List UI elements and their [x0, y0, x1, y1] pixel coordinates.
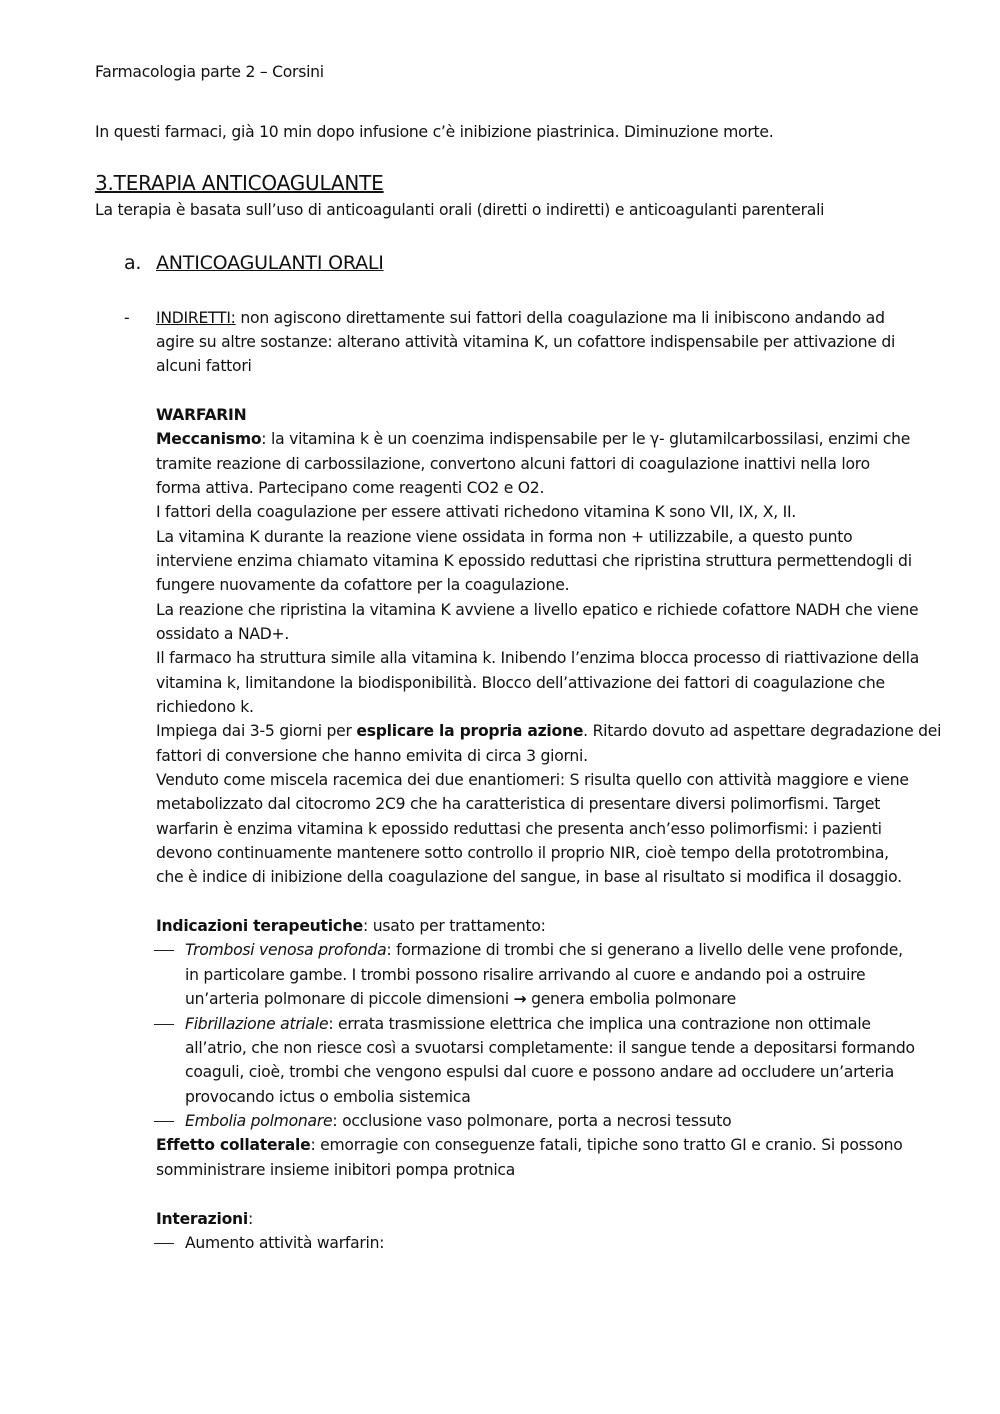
indications-label: Indicazioni terapeutiche [156, 917, 363, 935]
mechanism-line: interviene enzima chiamato vitamina K epossido reduttasi che ripristina struttura permettendogli di [156, 552, 912, 570]
side-effect-line-1 [156, 1133, 903, 1157]
mechanism-line: La reazione che ripristina la vitamina K avviene a livello epatico e richiede cofattore NADH che viene [156, 601, 919, 619]
mechanism-line: I fattori della coagulazione per essere attivati richedono vitamina K sono VII, IX, X, II. [156, 503, 797, 521]
tvp-line-3 [185, 987, 736, 1011]
fa-term: Fibrillazione atriale [185, 1015, 329, 1033]
mechanism-line: fattori di conversione che hanno emivita di circa 3 giorni. [156, 747, 588, 765]
tvp-text: : formazione di trombi che si generano a livello delle vene profonde, [386, 941, 903, 959]
action-pre: Impiega dai 3-5 giorni per [156, 722, 357, 740]
subsection-marker: a. [124, 252, 142, 274]
mechanism-line-1 [156, 427, 910, 451]
side-effect-text: : emorragie con conseguenze fatali, tipiche sono tratto GI e cranio. Si possono [310, 1136, 903, 1154]
page-header: Farmacologia parte 2 – Corsini [95, 63, 324, 81]
action-bold: esplicare la propria azione [356, 722, 584, 740]
interactions-item-1: Aumento attività warfarin: [185, 1234, 385, 1252]
intro-paragraph: In questi farmaci, già 10 min dopo infusione c’è inibizione piastrinica. Diminuzione morte. [95, 123, 774, 141]
indiretti-line-1 [156, 306, 885, 330]
section-heading: 3.TERAPIA ANTICOAGULANTE [95, 171, 384, 195]
subsection-heading: ANTICOAGULANTI ORALI [156, 252, 384, 274]
interactions-label: Interazioni [156, 1210, 248, 1228]
ep-term: Embolia polmonare [185, 1112, 333, 1130]
mechanism-line: Venduto come miscela racemica dei due enantiomeri: S risulta quello con attività maggiore e viene [156, 771, 909, 789]
list-bullet [154, 1243, 174, 1244]
tvp-text-3b: genera embolia polmonare [526, 990, 736, 1008]
side-effect-line-2: somministrare insieme inibitori pompa protnica [156, 1161, 516, 1179]
mechanism-line: metabolizzato dal citocromo 2C9 che ha caratteristica di presentare diversi polimorfismi. Target [156, 795, 881, 813]
fa-line-3: coaguli, cioè, trombi che vengono espulsi dal cuore e possono andare ad occludere un’arteria [185, 1063, 895, 1081]
section-lead: La terapia è basata sull’uso di anticoagulanti orali (diretti o indiretti) e anticoagulanti parenterali [95, 201, 825, 219]
action-post: . Ritardo dovuto ad aspettare degradazione dei [583, 722, 942, 740]
indications-line [156, 914, 546, 938]
tvp-line-2: in particolare gambe. I trombi possono risalire arrivando al cuore e andando poi a ostruire [185, 966, 866, 984]
mechanism-line: La vitamina K durante la reazione viene ossidata in forma non + utilizzabile, a questo punto [156, 528, 853, 546]
mechanism-text: : la vitamina k è un coenzima indispensabile per le γ- glutamilcarbossilasi, enzimi che [261, 430, 911, 448]
interactions-colon: : [247, 1210, 253, 1228]
fa-text: : errata trasmissione elettrica che implica una contrazione non ottimale [328, 1015, 871, 1033]
mechanism-line: che è indice di inibizione della coagulazione del sangue, in base al risultato si modifica il dosaggio. [156, 868, 902, 886]
mechanism-line: tramite reazione di carbossilazione, convertono alcuni fattori di coagulazione inattivi nella loro [156, 455, 870, 473]
indiretti-label: INDIRETTI: [156, 309, 236, 327]
mechanism-line: forma attiva. Partecipano come reagenti CO2 e O2. [156, 479, 545, 497]
list-bullet [154, 950, 174, 951]
tvp-text-3: un’arteria polmonare di piccole dimensioni [185, 990, 514, 1008]
fa-line-1 [185, 1012, 871, 1036]
side-effect-label: Effetto collaterale [156, 1136, 311, 1154]
mechanism-line: ossidato a NAD+. [156, 625, 290, 643]
warfarin-title: WARFARIN [156, 406, 247, 424]
mechanism-line: warfarin è enzima vitamina k epossido reduttasi che presenta anch’esso polimorfismi: i pazienti [156, 820, 882, 838]
indiretti-text: non agiscono direttamente sui fattori della coagulazione ma li inibiscono andando ad [235, 309, 885, 327]
dash-bullet: - [124, 309, 130, 327]
mechanism-line: devono continuamente mantenere sotto controllo il proprio NIR, cioè tempo della prototrombina, [156, 844, 889, 862]
mechanism-line: Il farmaco ha struttura simile alla vitamina k. Inibendo l’enzima blocca processo di riattivazione della [156, 649, 919, 667]
mechanism-line: fungere nuovamente da cofattore per la coagulazione. [156, 576, 570, 594]
interactions-line [156, 1207, 253, 1231]
arrow-right-icon: → [513, 990, 527, 1008]
ep-line-1 [185, 1109, 731, 1133]
indiretti-line-2: agire su altre sostanze: alterano attività vitamina K, un cofattore indispensabile per attivazione di [156, 333, 896, 351]
fa-line-4: provocando ictus o embolia sistemica [185, 1088, 471, 1106]
tvp-line-1 [185, 938, 903, 962]
indications-text: : usato per trattamento: [363, 917, 546, 935]
action-line [156, 719, 941, 743]
ep-text: : occlusione vaso polmonare, porta a necrosi tessuto [332, 1112, 732, 1130]
mechanism-line: richiedono k. [156, 698, 254, 716]
fa-line-2: all’atrio, che non riesce così a svuotarsi completamente: il sangue tende a depositarsi formando [185, 1039, 915, 1057]
tvp-term: Trombosi venosa profonda [185, 941, 387, 959]
list-bullet [154, 1024, 174, 1025]
mechanism-line: vitamina k, limitandone la biodisponibilità. Blocco dell’attivazione dei fattori di coagulazione che [156, 674, 885, 692]
mechanism-label: Meccanismo [156, 430, 262, 448]
list-bullet [154, 1121, 174, 1122]
indiretti-line-3: alcuni fattori [156, 357, 252, 375]
